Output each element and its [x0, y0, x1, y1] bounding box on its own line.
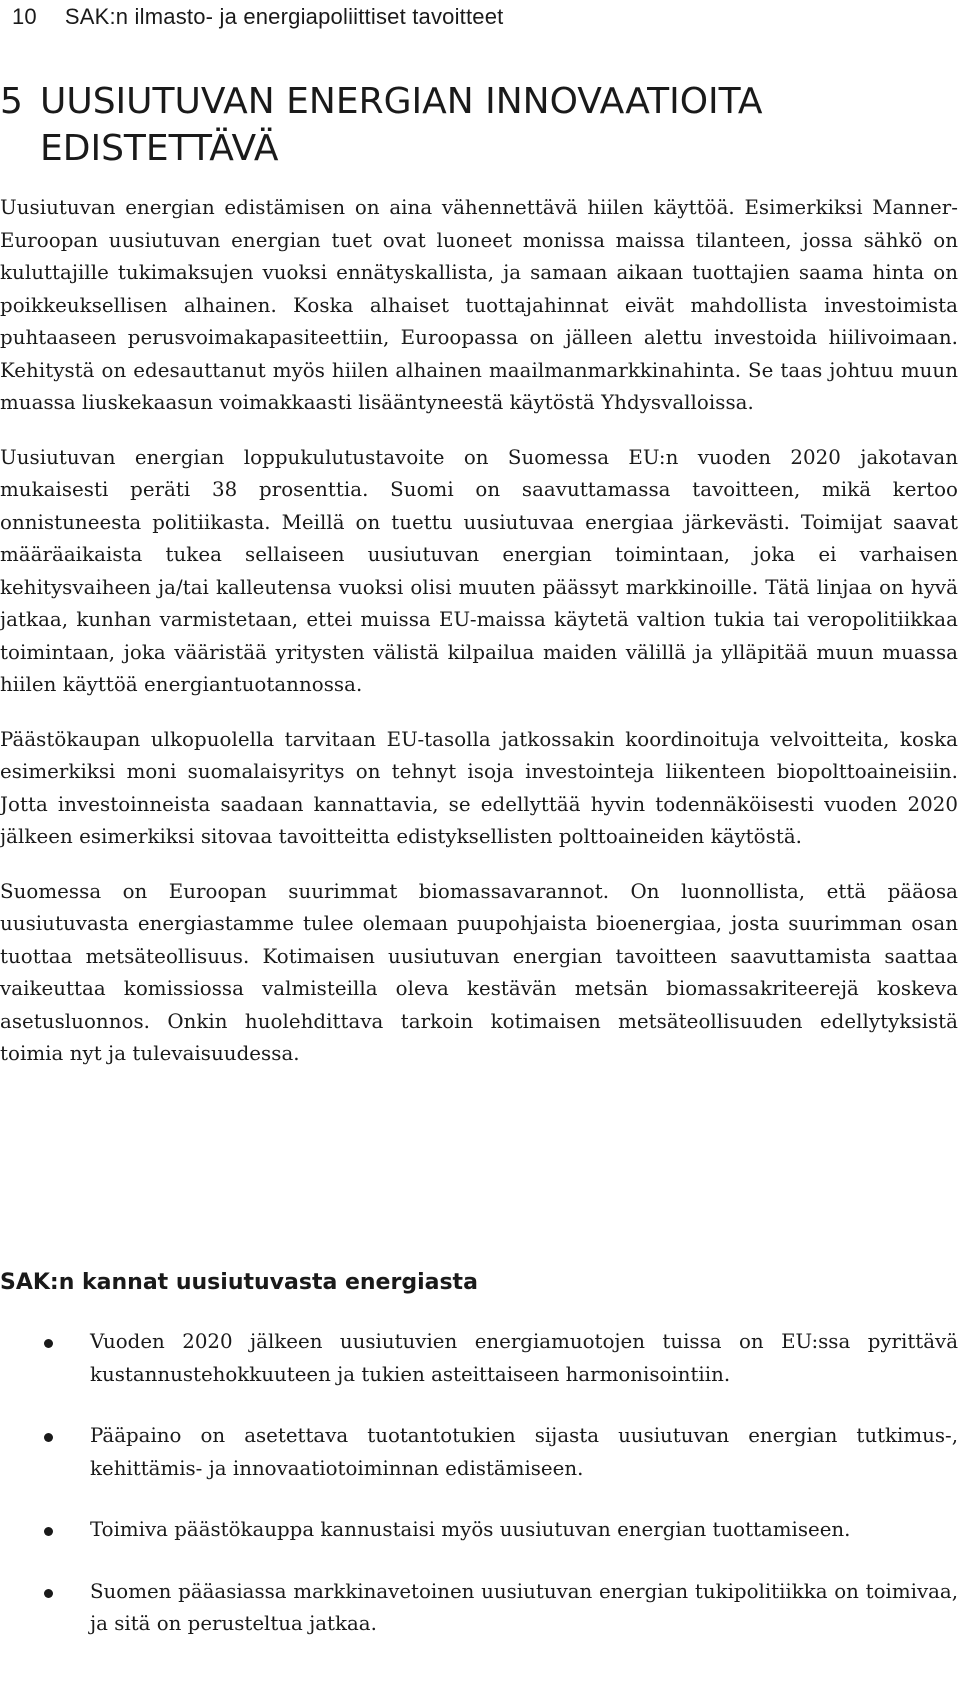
bullet-list: [0, 1326, 958, 1670]
bullet-text: Pääpaino on asetettava tuotantotukien sijasta uusiutuvan energian tutkimus-, kehittämis- ja innovaatiotoiminnan edistämiseen.: [90, 1424, 958, 1480]
body-text: [0, 192, 958, 1093]
chapter-title: [0, 78, 940, 172]
chapter-title-line-1: UUSIUTUVAN ENERGIAN INNOVAATIOITA: [40, 81, 763, 122]
running-title: SAK:n ilmasto- ja energiapoliittiset tavoitteet: [64, 4, 504, 29]
running-header: [12, 4, 504, 30]
paragraph: Päästökaupan ulkopuolella tarvitaan EU-tasolla jatkossakin koordinoituja velvoitteita, koska esimerkiksi moni suomalaisyritys on tehnyt isoja investointeja liikenteen biopolttoaineisiin. Jotta investoinneista saadaan kannattavia, se edellyttää hyvin todennäköisesti vuoden 2020 jälkeen esimerkiksi sitovaa tavoitteitta edistyksellisten polttoaineiden käytöstä.: [0, 727, 958, 848]
paragraph: Suomessa on Euroopan suurimmat biomassavarannot. On luonnollista, että pääosa uusiutuvasta energiastamme tulee olemaan puupohjaista bioenergiaa, josta suurimman osan tuottaa metsäteollisuus. Kotimaisen uusiutuvan energian tavoitteen saavuttamista saattaa vaikeuttaa komissiossa valmisteilla oleva kestävän metsän biomassakriteerejä koskeva asetusluonnos. Onkin huolehdittava tarkoin kotimaisen metsäteollisuuden edellytyksistä toimia nyt ja tulevaisuudessa.: [0, 879, 958, 1065]
paragraph: Uusiutuvan energian loppukulutustavoite on Suomessa EU:n vuoden 2020 jakotavan mukaisesti peräti 38 prosenttia. Suomi on saavuttamassa tavoitteen, mikä kertoo onnistuneesta politiikasta. Meillä on tuettu uusiutuvaa energiaa järkevästi. Toimijat saavat määräaikaista tukea sellaiseen uusiutuvan energian toimintaan, joka ei varhaisen kehitysvaiheen ja/tai kalleutensa vuoksi olisi muuten päässyt markkinoille. Tätä linjaa on hyvä jatkaa, kunhan varmistetaan, ettei muissa EU-maissa käytetä valtion tukia tai veropolitiikkaa toimintaan, joka vääristää yritysten välistä kilpailua maiden välillä ja ylläpitää muun muassa hiilen käyttöä energiantuotannossa.: [0, 445, 958, 696]
bullet-item: [0, 1326, 958, 1391]
bullet-dot-icon: [44, 1339, 53, 1348]
bullet-dot-icon: [44, 1527, 53, 1536]
bullet-item: [0, 1576, 958, 1641]
bullet-text: Vuoden 2020 jälkeen uusiutuvien energiamuotojen tuissa on EU:ssa pyrittävä kustannustehokkuuteen ja tukien asteittaiseen harmonisointiin.: [90, 1330, 958, 1386]
bullet-item: [0, 1420, 958, 1485]
bullet-text: Suomen pääasiassa markkinavetoinen uusiutuvan energian tukipolitiikka on toimivaa, ja sitä on perusteltua jatkaa.: [90, 1579, 958, 1635]
section-subheading: SAK:n kannat uusiutuvasta energiasta: [0, 1270, 478, 1295]
bullet-item: [0, 1514, 958, 1547]
bullet-text: Toimiva päästökauppa kannustaisi myös uusiutuvan energian tuottamiseen.: [90, 1518, 851, 1541]
paragraph: Uusiutuvan energian edistämisen on aina vähennettävä hiilen käyttöä. Esimerkiksi Manner-Euroopan uusiutuvan energian tuet ovat luoneet monissa maissa tilanteen, jossa sähkö on kuluttajille tukimaksujen vuoksi ennätyskallista, ja samaan aikaan tuottajien saama hinta on poikkeuksellisen alhainen. Koska alhaiset tuottajahinnat eivät mahdollista investoimista puhtaaseen perusvoimakapasiteettiin, Euroopassa on jälleen alettu investoida hiilivoimaan. Kehitystä on edesauttanut myös hiilen alhainen maailmanmarkkinahinta. Se taas johtuu muun muassa liuskekaasun voimakkaasti lisääntyneestä käytöstä Yhdysvalloissa.: [0, 196, 958, 414]
page-number: 10: [12, 4, 37, 29]
bullet-dot-icon: [44, 1589, 53, 1598]
chapter-number: 5: [0, 81, 23, 122]
chapter-title-line-2: EDISTETTÄVÄ: [40, 128, 279, 169]
bullet-dot-icon: [44, 1433, 53, 1442]
